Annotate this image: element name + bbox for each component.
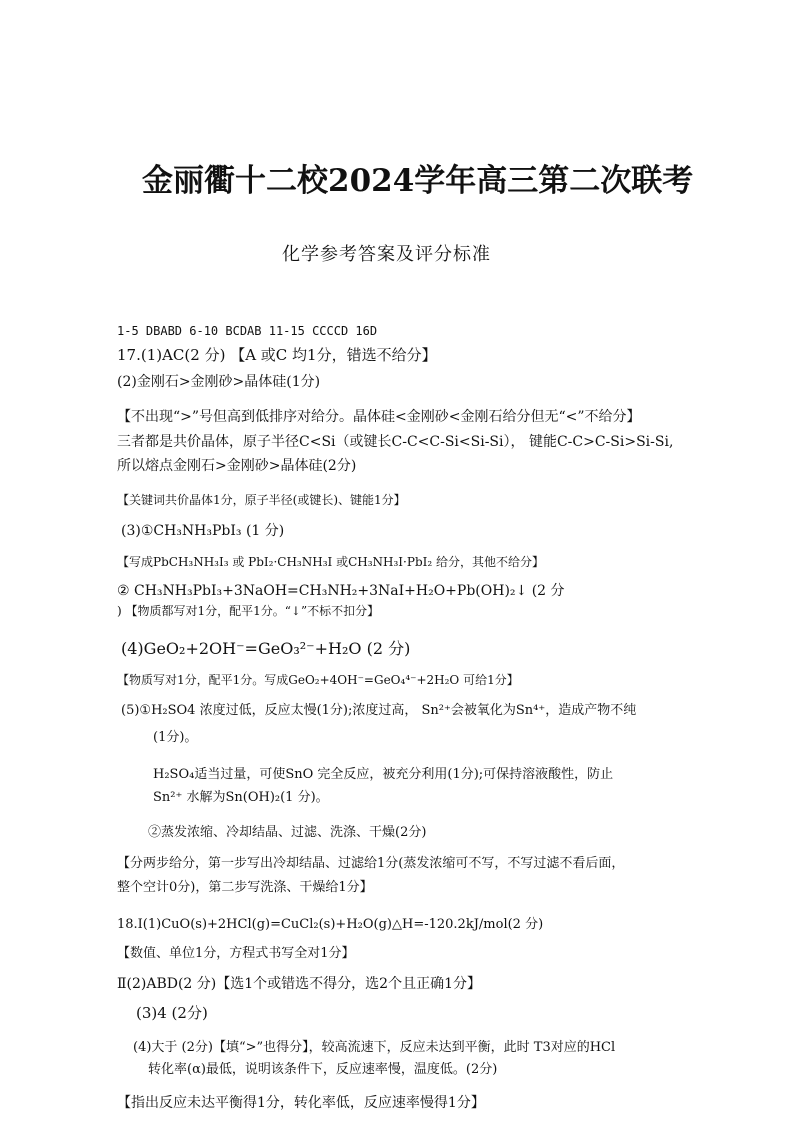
q18-4-scoring-note: 【指出反应未达平衡得1分，转化率低，反应速率慢得1分】 [117,1095,485,1111]
page-subtitle: 化学参考答案及评分标准 [282,244,491,265]
q18-1-answer: 18.Ⅰ(1)CuO(s)+2HCl(g)=CuCl₂(s)+H₂O(g)△H=-120.2kJ/mol(2 分) [117,917,544,932]
q17-5-answer-line4: Sn²⁺ 水解为Sn(OH)₂(1 分)。 [153,790,329,805]
q17-2-keyword-note: 【关键词共价晶体1分，原子半径(或键长)、键能1分】 [117,493,406,507]
q18-2-answer: Ⅱ(2)ABD(2 分)【选1个或错选不得分，选2个且正确1分】 [117,976,481,992]
q17-5-answer-line2: (1分)。 [153,730,198,745]
q18-4-answer-line2: 转化率(α)最低，说明该条件下，反应速率慢，温度低。(2分) [148,1062,498,1077]
q17-2-conclusion: 所以熔点金刚石>金刚砂>晶体硅(2分) [117,458,357,474]
q17-3-scoring-note: 【写成PbCH₃NH₃I₃ 或 PbI₂·CH₃NH₃I 或CH₃NH₃I·PbI₂ 给分，其他不给分】 [117,555,544,569]
q17-5-answer-step2: ②蒸发浓缩、冷却结晶、过滤、洗涤、干燥(2分) [148,825,427,840]
q17-2-scoring-note: 【不出现“>”号但高到低排序对给分。晶体硅<金刚砂<金刚石给分但无“<”不给分】 [117,409,641,425]
q17-5-answer-line3: H₂SO₄适当过量，可使SnO 完全反应，被充分利用(1分);可保持溶液酸性，防止 [153,767,614,782]
q17-5-answer-line1: (5)①H₂SO4 浓度过低，反应太慢(1分);浓度过高， Sn²⁺会被氧化为Sn⁴⁺，造成产物不纯 [121,703,637,718]
q18-3-answer: (3)4 (2分) [136,1004,208,1022]
answer-key-mcq: 1-5 DBABD 6-10 BCDAB 11-15 CCCCD 16D [117,324,378,338]
q17-3-equation-note: ) 【物质都写对1分，配平1分。“↓”不标不扣分】 [117,604,380,618]
q18-4-answer-line1: (4)大于 (2分)【填“>”也得分】，较高流速下，反应未达到平衡，此时 T3对应的HCl [133,1040,616,1055]
q17-1-answer: 17.(1)AC(2 分) 【A 或C 均1分，错选不给分】 [117,346,437,364]
q17-4-answer: (4)GeO₂+2OH⁻=GeO₃²⁻+H₂O (2 分) [121,639,411,658]
q17-4-scoring-note: 【物质写对1分，配平1分。写成GeO₂+4OH⁻=GeO₄⁴⁻+2H₂O 可给1分】 [117,673,519,687]
q18-1-scoring-note: 【数值、单位1分，方程式书写全对1分】 [117,946,355,961]
q17-5-scoring-note-line2: 整个空计0分)，第二步写洗涤、干燥给1分】 [117,880,373,895]
q17-5-scoring-note-line1: 【分两步给分，第一步写出冷却结晶、过滤给1分(蒸发浓缩可不写，不写过滤不看后面， [117,856,625,871]
q17-3-equation: ② CH₃NH₃PbI₃+3NaOH=CH₃NH₂+3NaI+H₂O+Pb(OH)₂↓ (2 分 [117,583,565,599]
q17-2-answer: (2)金刚石>金刚砂>晶体硅(1分) [117,374,321,390]
q17-2-explanation: 三者都是共价晶体，原子半径C<Si（或键长C-C<C-Si<Si-Si）， 键能C-C>C-Si>Si-Si, [117,434,674,450]
page-title: 金丽衢十二校2024学年高三第二次联考 [142,163,694,199]
q17-3-answer: (3)①CH₃NH₃PbI₃ (1 分) [121,523,285,539]
